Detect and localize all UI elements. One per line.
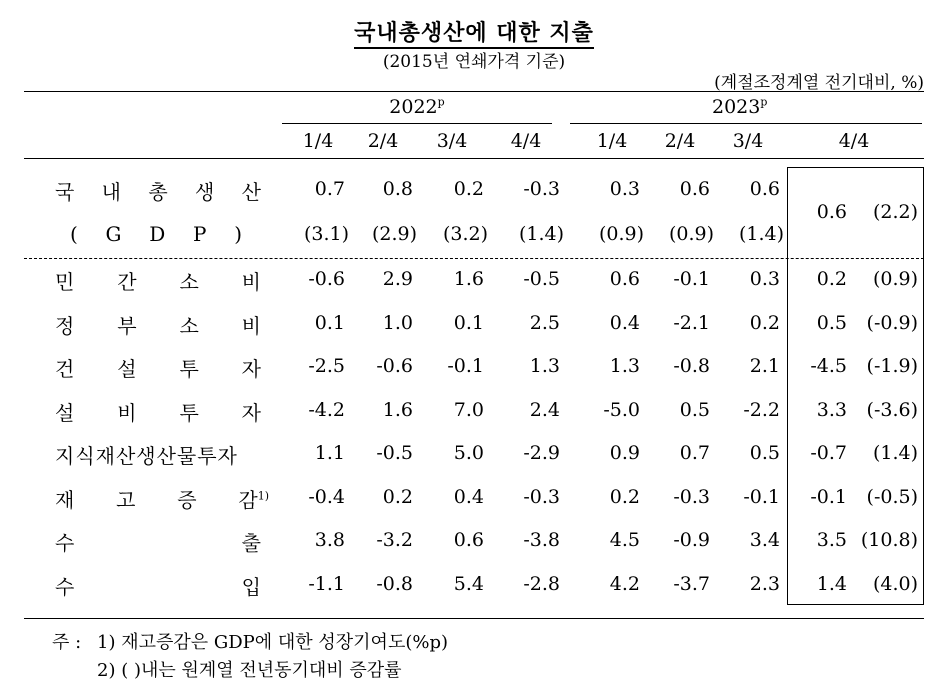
quarter-header-2023-1: 1/4 (596, 130, 628, 152)
table-cell: -0.3 (523, 485, 560, 508)
quarter-header-2022-1: 1/4 (302, 130, 334, 152)
table-cell: 0.1 (453, 311, 484, 334)
note-2: 2) ( )내는 원계열 전년동기대비 증감률 (97, 660, 402, 681)
table-cell: 7.0 (453, 398, 484, 421)
quarter-header-2022-4: 4/4 (510, 130, 542, 152)
gdp-yoy-cell: (3.2) (442, 223, 488, 245)
table-cell: -0.5 (376, 442, 413, 464)
gdp-yoy-cell: (1.4) (518, 223, 564, 245)
table-cell: 0.4 (453, 485, 484, 508)
table-cell: 5.4 (453, 572, 484, 595)
quarter-header-2023-4: 4/4 (838, 130, 870, 152)
year-rule-2022 (282, 123, 552, 124)
table-cell: 1.3 (529, 355, 560, 377)
footnote-marker: 1) (257, 488, 269, 502)
table-cell: 0.2 (749, 311, 780, 334)
table-cell: 1.3 (609, 355, 640, 377)
gdp-label-line2: ( G D P ) (70, 222, 242, 246)
quarter-header-2023-3: 3/4 (732, 130, 764, 152)
row-label: 정 부 소 비 (55, 313, 261, 338)
table-cell: 2.9 (382, 268, 413, 290)
table-cell: 0.2 (609, 485, 640, 508)
row-label: 재 고 증 감$^{1)}$ (55, 487, 269, 512)
table-cell: 0.2 (816, 268, 847, 290)
table-cell: 0.9 (609, 442, 640, 464)
table-cell: -0.1 (673, 268, 710, 290)
table-cell: -2.1 (673, 311, 710, 334)
table-cell: 1.1 (314, 442, 345, 464)
header-bottom-rule (24, 158, 924, 159)
note-1: 1) 재고증감은 GDP에 대한 성장기여도(%p) (97, 632, 448, 653)
table-cell: 1.4 (816, 572, 847, 595)
table-bottom-rule (24, 618, 924, 619)
table-cell: -0.9 (673, 529, 710, 551)
gdp-yoy-cell: (1.4) (738, 223, 784, 245)
table-cell: 0.5 (749, 442, 780, 464)
table-cell: 5.0 (453, 442, 484, 464)
gdp-qoq-cell: 0.6 (749, 178, 780, 200)
table-cell: -0.1 (810, 485, 847, 508)
gdp-qoq-cell: 0.8 (382, 178, 413, 200)
table-cell: 0.5 (679, 398, 710, 421)
gdp-yoy-cell: (2.2) (872, 201, 918, 223)
table-cell: -0.1 (447, 355, 484, 377)
table-cell-yoy: (4.0) (872, 572, 918, 595)
table-cell: -2.5 (308, 355, 345, 377)
row-label: 수 출 (55, 531, 261, 555)
gdp-qoq-cell: 0.3 (609, 178, 640, 200)
table-cell: -0.4 (308, 485, 345, 508)
gdp-qoq-cell: 0.6 (816, 201, 847, 223)
year-header-2023: 2023$^p$ (712, 95, 768, 118)
gdp-yoy-cell: (3.1) (303, 223, 349, 245)
table-cell: -3.2 (376, 529, 413, 551)
quarter-header-2022-2: 2/4 (367, 130, 399, 152)
table-cell: 0.7 (679, 442, 710, 464)
table-cell-yoy: (-1.9) (866, 355, 918, 377)
table-cell: 1.6 (382, 398, 413, 421)
table-cell: -1.1 (308, 572, 345, 595)
table-cell: 2.5 (529, 311, 560, 334)
table-cell: -5.0 (603, 398, 640, 421)
row-label: 수 입 (55, 574, 261, 599)
row-label: 민 간 소 비 (55, 270, 261, 294)
row-label: 건 설 투 자 (55, 357, 261, 381)
table-cell: 3.3 (816, 398, 847, 421)
gdp-separator-rule (24, 258, 924, 259)
table-cell: -2.8 (523, 572, 560, 595)
year-header-2022: 2022$^p$ (389, 95, 445, 118)
gdp-yoy-cell: (0.9) (668, 223, 714, 245)
table-cell: -0.8 (673, 355, 710, 377)
quarter-header-2023-2: 2/4 (664, 130, 696, 152)
table-cell: -3.7 (673, 572, 710, 595)
table-cell: 3.5 (816, 529, 847, 551)
table-cell: 0.6 (453, 529, 484, 551)
table-cell-yoy: (-0.5) (866, 485, 918, 508)
table-cell: -0.8 (376, 572, 413, 595)
note-prefix: 주 : (52, 632, 82, 653)
unit-label: (계절조정계열 전기대비, %) (714, 73, 924, 93)
gdp-qoq-cell: 0.7 (314, 178, 345, 200)
table-cell: 2.3 (749, 572, 780, 595)
table-cell: 4.2 (609, 572, 640, 595)
table-cell-yoy: (-0.9) (866, 311, 918, 334)
table-cell: -0.3 (673, 485, 710, 508)
gdp-qoq-cell: 0.6 (679, 178, 710, 200)
table-cell: 2.4 (529, 398, 560, 421)
table-cell: 1.0 (382, 311, 413, 334)
table-cell-yoy: (10.8) (860, 529, 918, 551)
table-cell: 2.1 (749, 355, 780, 377)
quarter-header-2022-3: 3/4 (436, 130, 468, 152)
table-cell: 0.2 (382, 485, 413, 508)
table-cell: 0.4 (609, 311, 640, 334)
table-cell: -3.8 (523, 529, 560, 551)
table-cell: -2.9 (523, 442, 560, 464)
document-title: 국내총생산에 대한 지출 (0, 16, 948, 47)
table-cell: 3.4 (749, 529, 780, 551)
year-rule-2023 (570, 123, 922, 124)
table-cell-yoy: (1.4) (872, 442, 918, 464)
table-cell: -0.1 (743, 485, 780, 508)
table-cell: 1.6 (453, 268, 484, 290)
table-cell: 3.8 (314, 529, 345, 551)
gdp-yoy-cell: (2.9) (371, 223, 417, 245)
table-cell: 0.3 (749, 268, 780, 290)
table-cell: 0.6 (609, 268, 640, 290)
table-top-rule (24, 91, 924, 92)
gdp-qoq-cell: 0.2 (453, 178, 484, 200)
table-cell: -0.6 (376, 355, 413, 377)
table-cell: -0.7 (810, 442, 847, 464)
table-cell: -0.5 (523, 268, 560, 290)
row-label: 설 비 투 자 (55, 400, 261, 425)
gdp-yoy-cell: (0.9) (598, 223, 644, 245)
gdp-qoq-cell: -0.3 (523, 178, 560, 200)
table-cell-yoy: (0.9) (872, 268, 918, 290)
table-cell: -4.2 (308, 398, 345, 421)
document-subtitle: (2015년 연쇄가격 기준) (382, 52, 566, 72)
table-cell: 0.5 (816, 311, 847, 334)
table-cell: -0.6 (308, 268, 345, 290)
gdp-label-line1: 국 내 총 생 산 (55, 180, 261, 204)
table-cell: -2.2 (743, 398, 780, 421)
row-label: 지식재산생산물투자 (55, 444, 238, 468)
table-cell: 4.5 (609, 529, 640, 551)
table-cell: 0.1 (314, 311, 345, 334)
table-cell: -4.5 (810, 355, 847, 377)
table-cell-yoy: (-3.6) (866, 398, 918, 421)
